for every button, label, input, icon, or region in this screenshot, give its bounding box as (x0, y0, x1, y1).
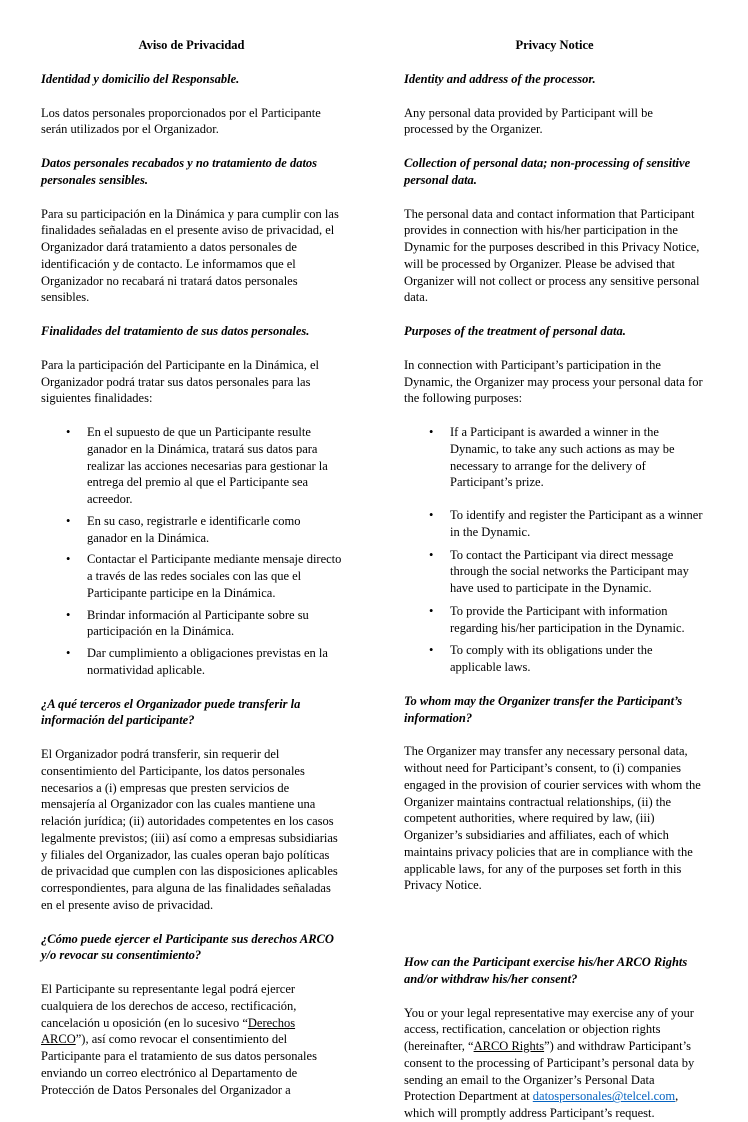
section-heading: To whom may the Organizer transfer the Participant’s information? (404, 693, 683, 725)
paragraph: Los datos personales proporcionados por el Participante serán utilizados por el Organizador. (41, 105, 321, 137)
text-run: El Participante su representante legal podrá ejercer cualquiera de los derechos de acceso, rectificación, cancelación u oposición (en lo sucesivo “ (41, 982, 297, 1030)
paragraph (404, 1005, 705, 1122)
bullet-item: • To comply with its obligations under the applicable laws. (450, 642, 705, 676)
bullet-item: • Dar cumplimiento a obligaciones previstas en la normatividad aplicable. (87, 645, 342, 679)
paragraph: El Organizador podrá transferir, sin requerir del consentimiento del Participante, los datos personales necesarios a (i) empresas que presten servicios de mensajería al Organizador con las cuales mantiene una relación jurídica; (ii) autoridades competentes en los casos legalmente previstos; (iii) así como a empresas subsidiarias y filiales del Organizador, las cuales operan bajo políticas de privacidad que cumplen con las disposiciones aplicables correspondientes, para alguna de las finalidades señaladas en el presente aviso de privacidad. (41, 747, 338, 912)
bullet-item: • Contactar el Participante mediante mensaje directo a través de las redes sociales con las que el Participante participe en la Dinámica. (87, 551, 342, 601)
bullet-item: • En el supuesto de que un Participante resulte ganador en la Dinámica, tratará sus datos para realizar las acciones necesarias para gestionar la entrega del premio al que el Participante sea acreedor. (87, 424, 342, 508)
column-spanish (41, 37, 342, 1097)
section-heading: Identity and address of the processor. (404, 71, 596, 86)
section-heading: Purposes of the treatment of personal data. (404, 324, 626, 338)
text-run: You or your legal representative may exercise any of your access, rectification, cancelation or objection rights (hereinafter, “ (404, 1005, 694, 1053)
paragraph: Any personal data provided by Participant will be processed by the Organizer. (404, 105, 653, 137)
bullet-item: • To identify and register the Participant as a winner in the Dynamic. (450, 507, 705, 541)
paragraph (41, 981, 342, 1098)
text-run: ”), así como revocar el consentimiento del Participante para el tratamiento de sus datos personales enviando un correo electrónico al Departamento de Protección de Datos Personales del Organizador a (41, 1032, 317, 1097)
paragraph: The Organizer may transfer any necessary personal data, without need for Participant’s consent, to (i) companies engaged in the provision of courier services with whom the Organizer maintains contractual relationships, (ii) the competent authorities, where required by law, (iii) Organizer’s subsidiaries and affiliates, each of which maintains privacy policies that are in compliance with the applicable laws, for any of the purposes set forth in this Privacy Notice. (404, 744, 701, 893)
section-heading: Collection of personal data; non-processing of sensitive personal data. (404, 156, 691, 187)
section-heading: ¿Cómo puede ejercer el Participante sus derechos ARCO y/o revocar su consentimiento? (41, 931, 334, 963)
bullet-item: • En su caso, registrarle e identificarle como ganador en la Dinámica. (87, 513, 342, 547)
bullet-item: • If a Participant is awarded a winner in the Dynamic, to take any such actions as may be necessary to arrange for the delivery of Participant’s prize. (450, 424, 705, 491)
email-link[interactable]: datospersonales@telcel.com (532, 1089, 676, 1104)
bullet-item: • Brindar información al Participante sobre su participación en la Dinámica. (87, 607, 342, 641)
bullet-item: • To provide the Participant with information regarding his/her participation in the Dynamic. (450, 603, 705, 637)
bullet-list (404, 424, 705, 676)
section-heading: Identidad y domicilio del Responsable. (41, 71, 240, 86)
section-heading: Datos personales recabados y no tratamiento de datos personales sensibles. (41, 156, 318, 187)
paragraph: In connection with Participant’s participation in the Dynamic, the Organizer may process your personal data for the following purposes: (404, 357, 703, 406)
column-english (404, 37, 705, 1120)
text-run: ”) and withdraw Participant’s consent to the processing of Participant’s personal data by sending an email to the Organizer’s Personal Data Protection Department at (404, 1039, 695, 1104)
underlined-term: ARCO Rights (473, 1039, 545, 1053)
document-title: Aviso de Privacidad (138, 38, 245, 52)
section-heading: ¿A qué terceros el Organizador puede transferir la información del participante? (41, 696, 301, 728)
section-heading: How can the Participant exercise his/her ARCO Rights and/or withdraw his/her consent? (404, 955, 688, 986)
paragraph: Para su participación en la Dinámica y para cumplir con las finalidades señaladas en el presente aviso de privacidad, el Organizador dará tratamiento a datos personales de identificación y de contacto. Le informamos que el Organizador no recabará ni tratará datos personales sensibles. (41, 206, 339, 305)
spacer (404, 911, 705, 937)
section-heading: Finalidades del tratamiento de sus datos personales. (41, 324, 310, 338)
paragraph: The personal data and contact information that Participant provides in connection with his/her participation in the Dynamic for the purposes described in this Privacy Notice, will be processed by Organizer. Please be advised that Organizer will not collect or process any sensitive personal data. (404, 206, 700, 305)
bullet-item: • To contact the Participant via direct message through the social networks the Participant may have used to participate in the Dynamic. (450, 547, 705, 597)
paragraph: Para la participación del Participante en la Dinámica, el Organizador podrá tratar sus datos personales para las siguientes finalidades: (41, 357, 320, 406)
text-run: , which will promptly address Participant’s request. (404, 1089, 679, 1120)
underlined-term: Derechos ARCO (41, 1015, 296, 1047)
bullet-list (41, 424, 342, 679)
document-title: Privacy Notice (515, 38, 594, 52)
